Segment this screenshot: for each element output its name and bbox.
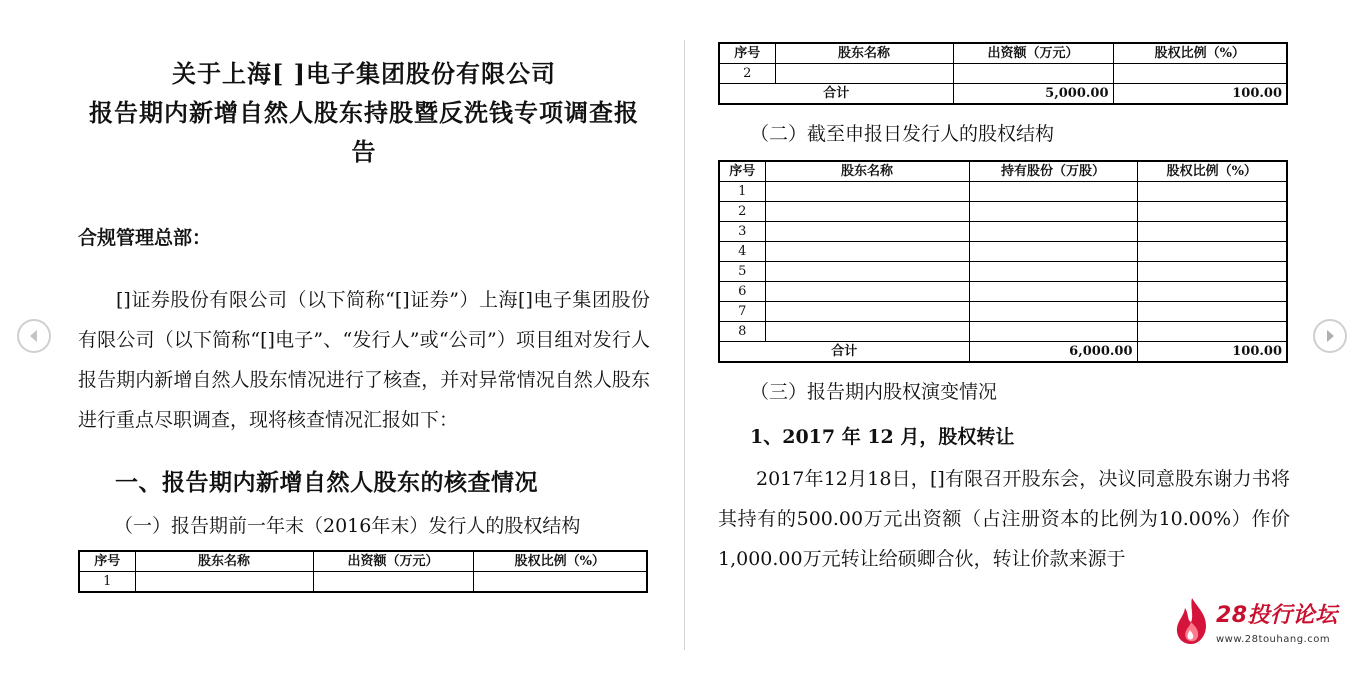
col-header: 股东名称: [135, 551, 313, 572]
table-cell: [765, 242, 969, 262]
table-row: [719, 202, 1287, 222]
subsection-heading-1: （一）报告期前一年末（2016年末）发行人的股权结构: [114, 515, 581, 537]
table-row: [719, 322, 1287, 342]
table-cell: [969, 182, 1137, 202]
table-row: [719, 282, 1287, 302]
table-cell: [1137, 242, 1287, 262]
row-index: 2: [719, 202, 765, 222]
table-cell: [1137, 282, 1287, 302]
col-header: 出资额（万元）: [953, 43, 1113, 64]
total-amount: 5,000.00: [953, 84, 1113, 105]
table-header-row: [79, 551, 647, 572]
table-cell: [765, 282, 969, 302]
addressee: 合规管理总部：: [78, 227, 212, 249]
previous-page-button[interactable]: [17, 319, 51, 353]
table-cell: [765, 262, 969, 282]
table-cell: [1113, 64, 1287, 84]
total-label: 合计: [719, 84, 953, 105]
flame-icon: [1172, 596, 1212, 646]
page-divider: [684, 40, 685, 650]
total-ratio: 100.00: [1137, 342, 1287, 363]
row-index: 4: [719, 242, 765, 262]
equity-table-2016-continued: [718, 42, 1288, 105]
transfer-paragraph: 2017年12月18日，[]有限召开股东会，决议同意股东谢力书将其持有的500.00万元出资额（占注册资本的比例为10.00%）作价1,000.00万元转让给硕卿合伙，转让价款来源于: [718, 468, 1290, 570]
table-cell: [953, 64, 1113, 84]
site-watermark-logo: [1172, 596, 1342, 650]
col-header: 股权比例（%）: [1137, 161, 1287, 182]
table-cell: [969, 242, 1137, 262]
table-cell: [775, 64, 953, 84]
table-row: [719, 262, 1287, 282]
table-total-row: [719, 342, 1287, 363]
table-cell: [473, 572, 647, 593]
table-cell: [765, 202, 969, 222]
col-header: 持有股份（万股）: [969, 161, 1137, 182]
table-cell: [1137, 222, 1287, 242]
table-cell: [765, 302, 969, 322]
table-row: [719, 64, 1287, 84]
table-cell: [1137, 262, 1287, 282]
col-header: 股东名称: [765, 161, 969, 182]
next-page-button[interactable]: [1313, 319, 1347, 353]
table-cell: [969, 262, 1137, 282]
table-cell: [313, 572, 473, 593]
table-header-row: [719, 161, 1287, 182]
section-heading-1: 一、报告期内新增自然人股东的核查情况: [115, 469, 538, 496]
row-index: 5: [719, 262, 765, 282]
table-header-row: [719, 43, 1287, 64]
table-cell: [969, 282, 1137, 302]
chevron-right-icon: [1315, 321, 1345, 351]
table-cell: [1137, 302, 1287, 322]
item-heading-1: 1、2017 年 12 月，股权转让: [750, 426, 1015, 448]
table-cell: [969, 222, 1137, 242]
table-cell: [969, 302, 1137, 322]
table-cell: [1137, 202, 1287, 222]
subsection-heading-2: （二）截至申报日发行人的股权结构: [750, 123, 1055, 145]
row-index: 3: [719, 222, 765, 242]
table-row: [719, 182, 1287, 202]
subsection-heading-3: （三）报告期内股权演变情况: [750, 381, 998, 403]
watermark-brand: 28投行论坛: [1216, 603, 1338, 628]
table-cell: [1137, 322, 1287, 342]
row-index: 1: [719, 182, 765, 202]
intro-paragraph: []证券股份有限公司（以下简称“[]证券”）上海[]电子集团股份有限公司（以下简称“[]电子”、“发行人”或“公司”）项目组对发行人报告期内新增自然人股东情况进行了核查，并对异常情况自然人股东进行重点尽职调查，现将核查情况汇报如下：: [78, 289, 650, 431]
table-row: [719, 222, 1287, 242]
col-header: 序号: [719, 161, 765, 182]
total-ratio: 100.00: [1113, 84, 1287, 105]
table-cell: [969, 322, 1137, 342]
report-title-line1: 关于上海[ ]电子集团股份有限公司: [171, 59, 557, 88]
left-page: [78, 0, 650, 674]
table-cell: [765, 322, 969, 342]
table-row: [719, 302, 1287, 322]
row-index: 2: [719, 64, 775, 84]
table-cell: [765, 182, 969, 202]
right-page: [718, 0, 1290, 674]
table-cell: [135, 572, 313, 593]
table-cell: [765, 222, 969, 242]
col-header: 序号: [719, 43, 775, 64]
table-row: [79, 572, 647, 593]
row-index: 8: [719, 322, 765, 342]
col-header: 序号: [79, 551, 135, 572]
row-index: 1: [79, 572, 135, 593]
total-amount: 6,000.00: [969, 342, 1137, 363]
col-header: 股权比例（%）: [1113, 43, 1287, 64]
report-title-line2: 报告期内新增自然人股东持股暨反洗钱专项调查报告: [89, 98, 639, 166]
row-index: 6: [719, 282, 765, 302]
equity-table-current: [718, 160, 1288, 363]
chevron-left-icon: [19, 321, 49, 351]
col-header: 出资额（万元）: [313, 551, 473, 572]
total-label: 合计: [719, 342, 969, 363]
table-row: [719, 242, 1287, 262]
equity-table-2016: [78, 550, 648, 593]
table-cell: [969, 202, 1137, 222]
watermark-url: www.28touhang.com: [1216, 634, 1331, 645]
table-cell: [1137, 182, 1287, 202]
col-header: 股权比例（%）: [473, 551, 647, 572]
col-header: 股东名称: [775, 43, 953, 64]
table-total-row: [719, 84, 1287, 105]
row-index: 7: [719, 302, 765, 322]
